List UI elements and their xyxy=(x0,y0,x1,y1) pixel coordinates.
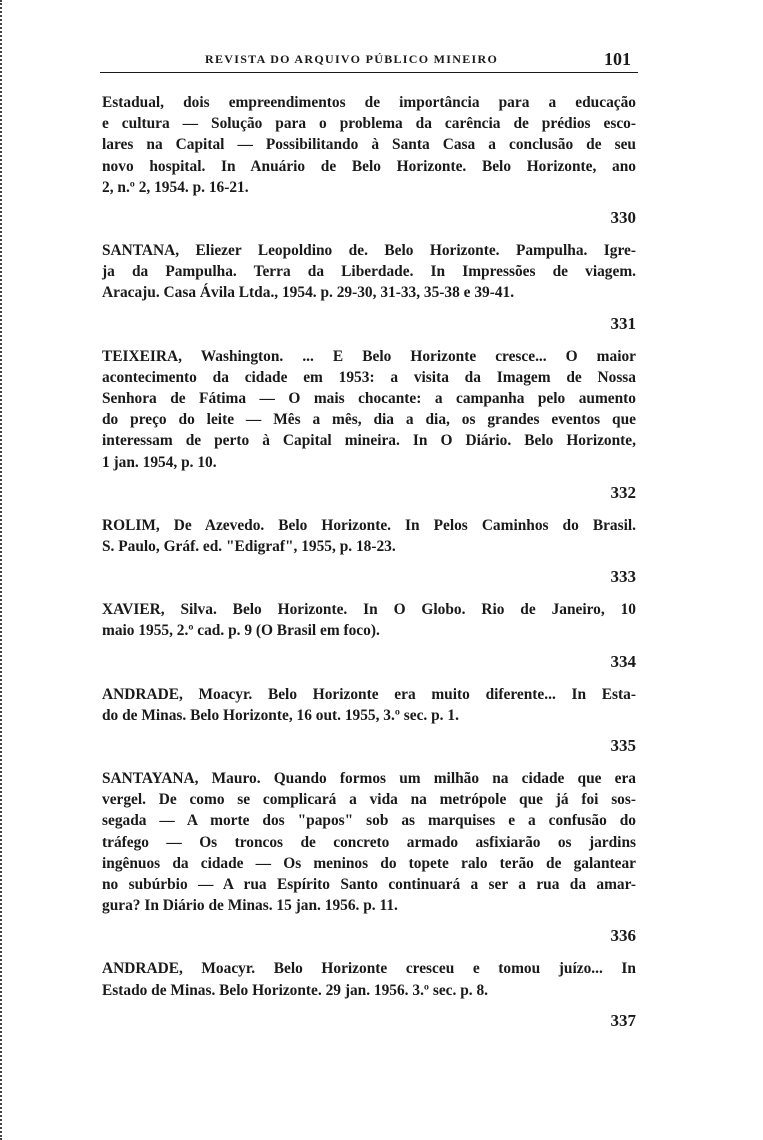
entry-number: 333 xyxy=(610,567,636,587)
entry-line: vergel. De como se complicará a vida na metrópole que já foi sos- xyxy=(102,791,636,809)
bibliography-entry xyxy=(102,240,636,304)
entry-line: tráfego — Os troncos de concreto armado asfixiarão os jardins xyxy=(102,833,636,851)
bibliography-entry xyxy=(102,684,636,726)
entry-line: interessam de perto à Capital mineira. In O Diário. Belo Horizonte, xyxy=(102,432,636,450)
entry-line: SANTANA, Eliezer Leopoldino de. Belo Horizonte. Pampulha. Igre- xyxy=(102,242,636,260)
entry-line: gura? In Diário de Minas. 15 jan. 1956. p. 11. xyxy=(102,897,398,915)
page-number: 101 xyxy=(604,49,631,69)
entry-line: Estado de Minas. Belo Horizonte. 29 jan. 1956. 3.º sec. p. 8. xyxy=(102,981,488,999)
entry-line: SANTAYANA, Mauro. Quando formos um milhão na cidade que era xyxy=(102,770,636,788)
entry-line: Estadual, dois empreendimentos de importância para a educação xyxy=(102,94,636,111)
page-edge-binding xyxy=(0,0,5,1140)
entry-line: ja da Pampulha. Terra da Liberdade. In Impressões de viagem. xyxy=(102,263,636,281)
entry-number: 334 xyxy=(610,651,636,671)
bibliography-entry xyxy=(102,599,636,641)
entry-line: do preço do leite — Mês a mês, dia a dia, os grandes eventos que xyxy=(102,411,636,429)
entry-number: 337 xyxy=(610,1010,636,1030)
entry-line: ROLIM, De Azevedo. Belo Horizonte. In Pelos Caminhos do Brasil. xyxy=(102,516,636,534)
entry-line: TEIXEIRA, Washington. ... E Belo Horizonte cresce... O maior xyxy=(102,347,636,365)
entry-line: 1 jan. 1954, p. 10. xyxy=(102,453,217,471)
entry-line: 2, n.º 2, 1954. p. 16-21. xyxy=(102,178,249,196)
entry-line: acontecimento da cidade em 1953: a visita da Imagem de Nossa xyxy=(102,368,636,386)
bibliography-entry xyxy=(102,92,636,198)
entry-line: maio 1955, 2.º cad. p. 9 (O Brasil em foco). xyxy=(102,622,380,640)
entry-number: 330 xyxy=(610,208,636,228)
entry-line: S. Paulo, Gráf. ed. "Edigraf", 1955, p. 18-23. xyxy=(102,538,396,556)
bibliography-entry xyxy=(102,515,636,557)
entry-number: 332 xyxy=(610,482,636,502)
entry-line: ingênuos da cidade — Os meninos do topete ralo terão de galantear xyxy=(102,854,636,872)
entry-line: segada — A morte dos "papos" sob as marquises e a confusão do xyxy=(102,812,636,830)
bibliography-entry xyxy=(102,958,636,1000)
entry-line: ANDRADE, Moacyr. Belo Horizonte cresceu e tomou juízo... In xyxy=(102,960,636,978)
entry-number: 331 xyxy=(610,313,636,333)
entry-number: 335 xyxy=(610,736,636,756)
bibliography-entry xyxy=(102,346,636,473)
header-rule xyxy=(100,72,638,73)
bibliography-entry xyxy=(102,768,636,916)
entry-line: XAVIER, Silva. Belo Horizonte. In O Globo. Rio de Janeiro, 10 xyxy=(102,601,636,619)
entry-line: Senhora de Fátima — O mais chocante: a campanha pelo aumento xyxy=(102,390,636,408)
bibliography-list xyxy=(102,92,636,1043)
entry-line: lares na Capital — Possibilitando à Santa Casa a conclusão de seu xyxy=(102,136,636,154)
entry-line: novo hospital. In Anuário de Belo Horizonte. Belo Horizonte, ano xyxy=(102,157,636,175)
entry-line: ANDRADE, Moacyr. Belo Horizonte era muito diferente... In Esta- xyxy=(102,685,636,703)
entry-line: e cultura — Solução para o problema da carência de prédios esco- xyxy=(102,115,636,133)
running-title: REVISTA DO ARQUIVO PÚBLICO MINEIRO xyxy=(205,52,499,66)
entry-line: no subúrbio — A rua Espírito Santo continuará a ser a rua da amar- xyxy=(102,876,636,894)
entry-line: Aracaju. Casa Ávila Ltda., 1954. p. 29-30, 31-33, 35-38 e 39-41. xyxy=(102,284,515,302)
entry-number: 336 xyxy=(610,926,636,946)
entry-line: do de Minas. Belo Horizonte, 16 out. 1955, 3.º sec. p. 1. xyxy=(102,706,459,724)
